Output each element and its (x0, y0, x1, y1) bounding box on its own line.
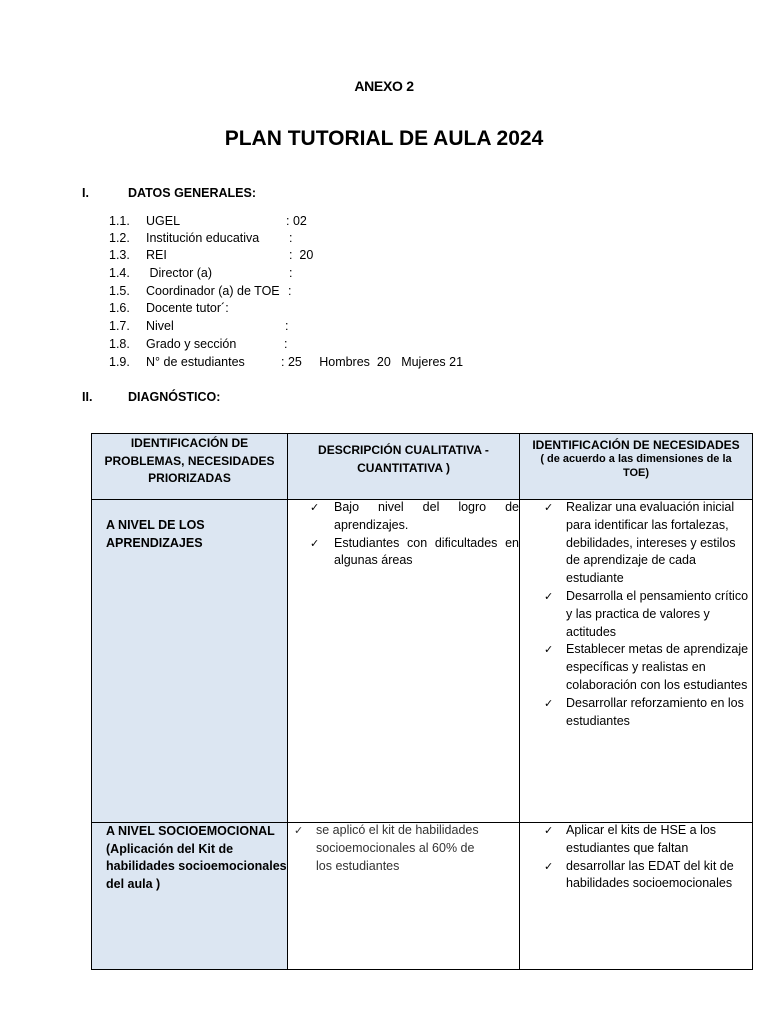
item-value: : (284, 337, 288, 351)
list-item (0, 355, 768, 373)
page-title: PLAN TUTORIAL DE AULA 2024 (224, 127, 544, 150)
row-label-text: A NIVEL SOCIOEMOCIONAL (Aplicación del Kit de habilidades socioemocionales del aula ) (106, 824, 287, 891)
list-item (520, 641, 752, 694)
description-text: Bajo nivel del logro de aprendizajes. (334, 500, 519, 532)
item-number: 1.1. (109, 214, 130, 228)
needs-text: Desarrollar reforzamiento en los estudiantes (566, 695, 744, 728)
list-item (520, 499, 752, 588)
item-label: Grado y sección (146, 337, 237, 351)
check-icon: ✓ (544, 501, 554, 514)
list-item (288, 822, 519, 875)
check-icon: ✓ (544, 589, 554, 603)
description-text: se aplicó el kit de habilidades socioemocionales al 60% de los estudiantes (316, 823, 479, 873)
header-needs-title: IDENTIFICACIÓN DE NECESIDADES (532, 438, 740, 452)
check-icon: ✓ (544, 859, 554, 873)
header-needs (520, 434, 753, 500)
table-row (92, 823, 753, 970)
list-item (288, 535, 519, 571)
list-item (0, 319, 768, 337)
item-value: : 25 Hombres 20 Mujeres 21 (281, 355, 464, 369)
section2-title: DIAGNÓSTICO: (128, 390, 221, 404)
header-needs-subtitle: ( de acuerdo a las dimensiones de la TOE) (540, 453, 732, 479)
cell-description-learning (288, 500, 520, 823)
list-item (0, 266, 768, 284)
check-icon: ✓ (544, 824, 554, 837)
annex-label: ANEXO 2 (354, 78, 414, 94)
item-value: : (289, 231, 293, 245)
check-icon: ✓ (544, 643, 554, 657)
item-value: : 20 (289, 248, 314, 262)
table-row (92, 500, 753, 823)
item-label: Docente tutor´: (146, 301, 229, 315)
cell-needs-socioemotional (520, 823, 753, 970)
check-icon: ✓ (294, 824, 304, 837)
needs-text: Aplicar el kits de HSE a los estudiantes que faltan (566, 823, 717, 855)
section1-number: I. (82, 186, 89, 200)
header-description (288, 434, 520, 500)
list-item (520, 822, 752, 858)
cell-description-socioemotional (288, 823, 520, 970)
item-label: Director (a) (146, 266, 212, 280)
list-item (288, 499, 519, 535)
check-icon: ✓ (310, 536, 320, 550)
item-label: REI (146, 248, 167, 262)
cell-needs-learning (520, 500, 753, 823)
item-value: : (289, 266, 293, 280)
row-label-learning: A NIVEL DE LOS APRENDIZAJES (92, 500, 288, 823)
diagnosis-table (91, 433, 753, 970)
header-description-text: DESCRIPCIÓN CUALITATIVA - CUANTITATIVA ) (318, 443, 489, 475)
row-label-socioemotional (92, 823, 288, 970)
section1-title: DATOS GENERALES: (128, 186, 257, 200)
needs-text: Desarrolla el pensamiento crítico y las practica de valores y actitudes (566, 588, 749, 639)
check-icon: ✓ (310, 501, 320, 514)
list-item (0, 214, 768, 232)
item-label: Institución educativa (146, 231, 260, 245)
header-problems-text: IDENTIFICACIÓN DE PROBLEMAS, NECESIDADES PRIORIZADAS (104, 436, 275, 485)
item-number: 1.8. (109, 337, 130, 351)
list-item (0, 301, 768, 319)
list-item (0, 337, 768, 355)
item-value: : 02 (286, 214, 307, 228)
section2-number: II. (82, 390, 93, 404)
item-number: 1.3. (109, 248, 130, 262)
needs-text: Establecer metas de aprendizaje específicas y realistas en colaboración con los estudiantes (566, 642, 749, 692)
list-item (520, 695, 752, 731)
description-text: Estudiantes con dificultades en algunas áreas (334, 535, 519, 568)
item-label: N° de estudiantes (146, 355, 245, 369)
item-label: UGEL (146, 214, 181, 228)
list-item (520, 588, 752, 641)
list-item (0, 248, 768, 266)
table-header-row (92, 434, 753, 500)
item-number: 1.5. (109, 284, 130, 298)
item-number: 1.2. (109, 231, 130, 245)
list-item (520, 858, 752, 894)
list-item (0, 231, 768, 249)
check-icon: ✓ (544, 696, 554, 710)
header-problems (92, 434, 288, 500)
item-value: : (285, 319, 289, 333)
item-value: : (288, 284, 292, 298)
list-item (0, 284, 768, 302)
item-number: 1.9. (109, 355, 130, 369)
item-number: 1.7. (109, 319, 130, 333)
needs-text: Realizar una evaluación inicial para identificar las fortalezas, debilidades, intereses y estilos de aprendizaje de cada estudiante (566, 500, 736, 586)
needs-text: desarrollar las EDAT del kit de habilidades socioemocionales (566, 858, 734, 891)
item-label: Nivel (146, 319, 174, 333)
item-label: Coordinador (a) de TOE (146, 284, 280, 298)
item-number: 1.6. (109, 301, 130, 315)
item-number: 1.4. (109, 266, 130, 280)
